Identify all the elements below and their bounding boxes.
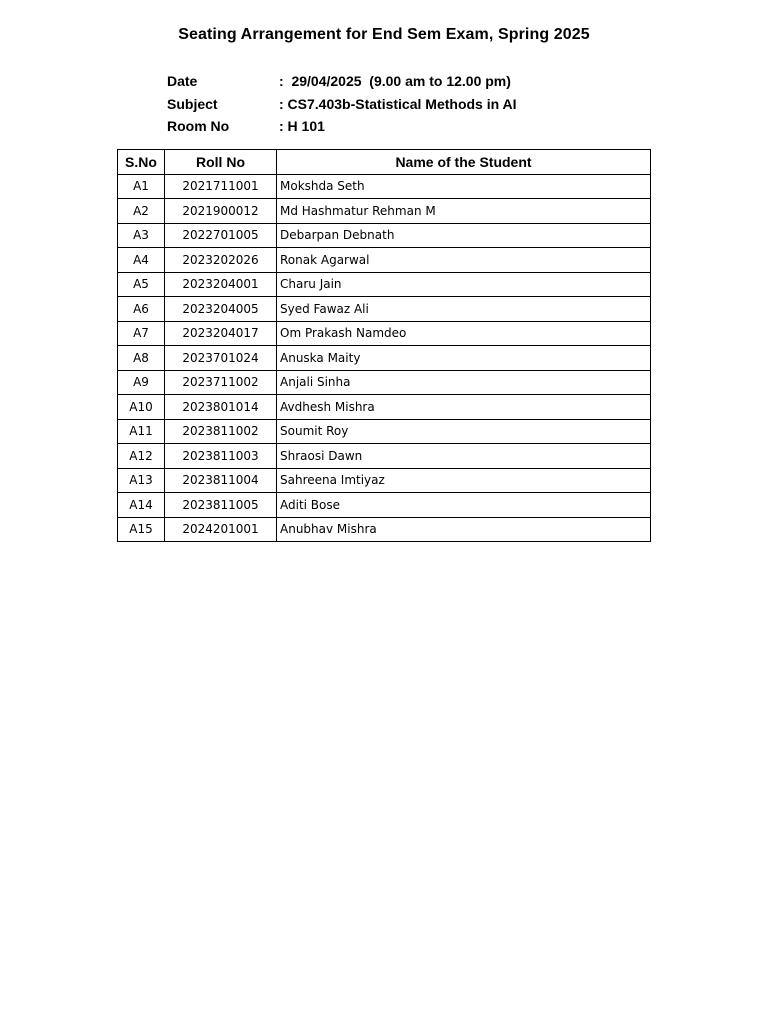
cell-student-name: Anuska Maity bbox=[277, 346, 651, 371]
table-row bbox=[118, 297, 651, 322]
table-row bbox=[118, 370, 651, 395]
cell-roll-no: 2023811004 bbox=[165, 468, 277, 493]
cell-roll-no: 2021900012 bbox=[165, 199, 277, 224]
seating-table-body bbox=[118, 174, 651, 542]
cell-roll-no: 2023711002 bbox=[165, 370, 277, 395]
cell-roll-no: 2023811003 bbox=[165, 444, 277, 469]
header-student-name: Name of the Student bbox=[277, 150, 651, 175]
date-value: : 29/04/2025 (9.00 am to 12.00 pm) bbox=[279, 73, 511, 89]
cell-roll-no: 2021711001 bbox=[165, 174, 277, 199]
cell-student-name: Anjali Sinha bbox=[277, 370, 651, 395]
cell-sno: A4 bbox=[118, 248, 165, 273]
table-row bbox=[118, 346, 651, 371]
cell-roll-no: 2023811005 bbox=[165, 493, 277, 518]
table-row bbox=[118, 419, 651, 444]
date-row bbox=[167, 70, 517, 93]
cell-sno: A12 bbox=[118, 444, 165, 469]
subject-value: : CS7.403b-Statistical Methods in AI bbox=[279, 95, 517, 112]
cell-sno: A15 bbox=[118, 517, 165, 542]
table-row bbox=[118, 199, 651, 224]
header-sno: S.No bbox=[118, 150, 165, 175]
cell-sno: A8 bbox=[118, 346, 165, 371]
table-row bbox=[118, 517, 651, 542]
cell-roll-no: 2023202026 bbox=[165, 248, 277, 273]
cell-sno: A7 bbox=[118, 321, 165, 346]
cell-sno: A6 bbox=[118, 297, 165, 322]
exam-details bbox=[167, 70, 517, 138]
cell-student-name: Om Prakash Namdeo bbox=[277, 321, 651, 346]
table-row bbox=[118, 248, 651, 273]
header-roll-no: Roll No bbox=[165, 150, 277, 175]
cell-roll-no: 2023801014 bbox=[165, 395, 277, 420]
cell-student-name: Debarpan Debnath bbox=[277, 223, 651, 248]
table-header-row bbox=[118, 150, 651, 175]
room-value: : H 101 bbox=[279, 118, 325, 134]
cell-roll-no: 2023204005 bbox=[165, 297, 277, 322]
table-row bbox=[118, 272, 651, 297]
cell-student-name: Aditi Bose bbox=[277, 493, 651, 518]
cell-student-name: Md Hashmatur Rehman M bbox=[277, 199, 651, 224]
cell-sno: A2 bbox=[118, 199, 165, 224]
table-row bbox=[118, 468, 651, 493]
cell-roll-no: 2024201001 bbox=[165, 517, 277, 542]
cell-student-name: Avdhesh Mishra bbox=[277, 395, 651, 420]
cell-student-name: Syed Fawaz Ali bbox=[277, 297, 651, 322]
cell-sno: A5 bbox=[118, 272, 165, 297]
cell-sno: A10 bbox=[118, 395, 165, 420]
cell-sno: A9 bbox=[118, 370, 165, 395]
room-label: Room No bbox=[167, 118, 230, 134]
cell-roll-no: 2023204001 bbox=[165, 272, 277, 297]
cell-roll-no: 2023701024 bbox=[165, 346, 277, 371]
subject-label: Subject bbox=[167, 95, 218, 112]
cell-sno: A1 bbox=[118, 174, 165, 199]
cell-roll-no: 2022701005 bbox=[165, 223, 277, 248]
cell-student-name: Mokshda Seth bbox=[277, 174, 651, 199]
cell-roll-no: 2023811002 bbox=[165, 419, 277, 444]
table-row bbox=[118, 444, 651, 469]
cell-roll-no: 2023204017 bbox=[165, 321, 277, 346]
table-row bbox=[118, 395, 651, 420]
cell-sno: A14 bbox=[118, 493, 165, 518]
cell-sno: A13 bbox=[118, 468, 165, 493]
cell-student-name: Ronak Agarwal bbox=[277, 248, 651, 273]
table-row bbox=[118, 493, 651, 518]
cell-student-name: Charu Jain bbox=[277, 272, 651, 297]
cell-sno: A3 bbox=[118, 223, 165, 248]
table-row bbox=[118, 223, 651, 248]
room-row bbox=[167, 115, 517, 138]
table-row bbox=[118, 321, 651, 346]
cell-student-name: Anubhav Mishra bbox=[277, 517, 651, 542]
cell-sno: A11 bbox=[118, 419, 165, 444]
cell-student-name: Shraosi Dawn bbox=[277, 444, 651, 469]
cell-student-name: Sahreena Imtiyaz bbox=[277, 468, 651, 493]
document-title: Seating Arrangement for End Sem Exam, Spring 2025 bbox=[178, 26, 590, 43]
table-row bbox=[118, 174, 651, 199]
subject-row bbox=[167, 93, 517, 116]
cell-student-name: Soumit Roy bbox=[277, 419, 651, 444]
seating-table bbox=[117, 149, 651, 542]
date-label: Date bbox=[167, 73, 198, 89]
